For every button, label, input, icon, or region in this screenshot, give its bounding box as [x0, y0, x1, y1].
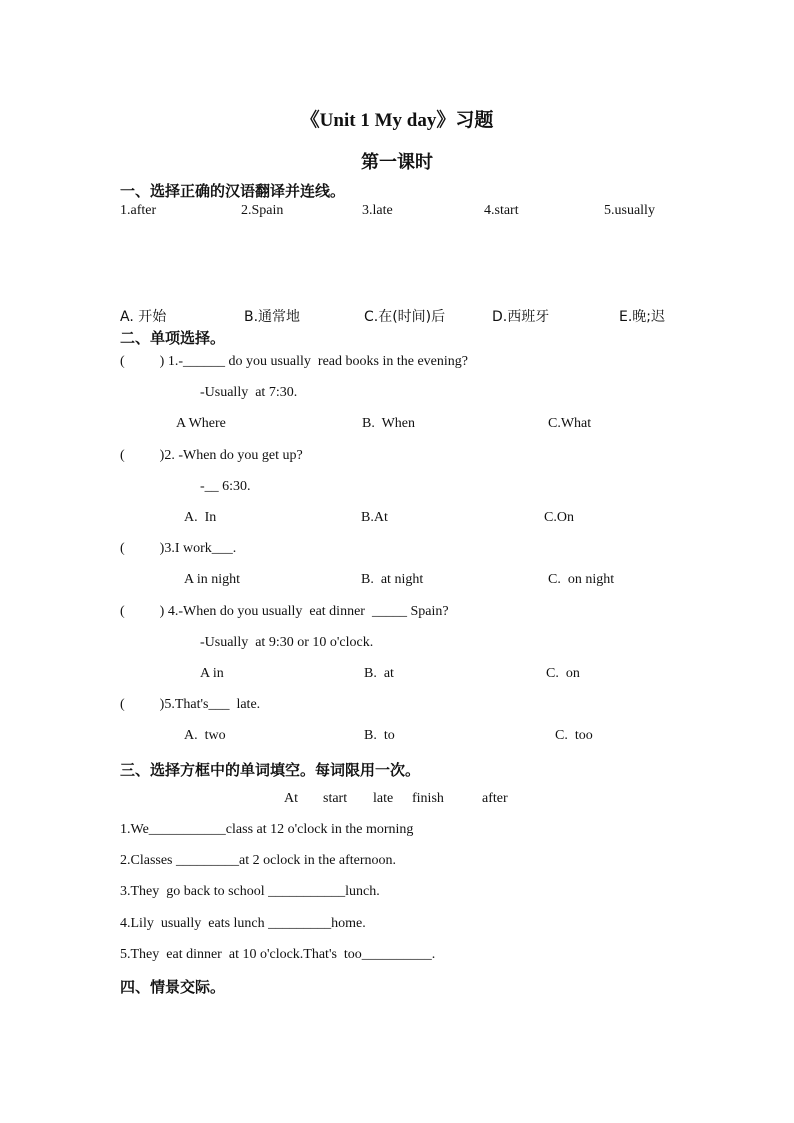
option: A in night	[184, 572, 241, 587]
question-answer-line: -Usually at 7:30.	[200, 385, 298, 400]
word-bank-item: At	[284, 791, 298, 806]
match-word: 5.usually	[604, 203, 655, 218]
page-title: 《Unit 1 My day》习题	[300, 110, 494, 131]
option: C. on	[546, 666, 580, 681]
fill-sentence: 5.They eat dinner at 10 o'clock.That's too__________.	[120, 947, 436, 962]
option: A. In	[184, 510, 217, 525]
section2-heading: 二、单项选择。	[120, 329, 226, 347]
option: C. on night	[548, 572, 615, 587]
fill-sentence: 4.Lily usually eats lunch _________home.	[120, 916, 366, 931]
page-subtitle: 第一课时	[361, 152, 433, 173]
word-bank-item: late	[373, 791, 394, 806]
option: A Where	[176, 416, 226, 431]
option: B.At	[361, 510, 388, 525]
option: A. two	[184, 728, 226, 743]
word-bank-item: after	[482, 791, 508, 806]
match-meaning: B.通常地	[244, 309, 301, 325]
question-stem: ( )2. -When do you get up?	[120, 448, 303, 463]
section3-heading: 三、选择方框中的单词填空。每词限用一次。	[120, 761, 421, 779]
match-word: 3.late	[362, 203, 393, 218]
option: C.On	[544, 510, 574, 525]
option: C. too	[555, 728, 593, 743]
option: C.What	[548, 416, 592, 431]
option: B. at night	[361, 572, 424, 587]
fill-sentence: 1.We___________class at 12 o'clock in the morning	[120, 822, 414, 837]
section1-heading: 一、选择正确的汉语翻译并连线。	[120, 182, 346, 200]
option: A in	[200, 666, 224, 681]
option: B. When	[362, 416, 416, 431]
match-meaning: C.在(时间)后	[364, 309, 446, 325]
question-answer-line: -Usually at 9:30 or 10 o'clock.	[200, 635, 374, 650]
word-bank-item: start	[323, 791, 348, 806]
match-word: 2.Spain	[241, 203, 284, 218]
option: B. to	[364, 728, 395, 743]
match-meaning: D.西班牙	[492, 309, 550, 325]
match-meaning: A. 开始	[120, 309, 167, 325]
section4-heading: 四、情景交际。	[120, 978, 226, 996]
question-stem: ( )5.That's___ late.	[120, 697, 261, 712]
match-meaning: E.晚;迟	[619, 309, 666, 325]
question-stem: ( )3.I work___.	[120, 541, 237, 556]
option: B. at	[364, 666, 394, 681]
question-stem: ( ) 1.-______ do you usually read books in the evening?	[120, 354, 468, 369]
fill-sentence: 3.They go back to school ___________lunch.	[120, 884, 380, 899]
word-bank-item: finish	[412, 791, 444, 806]
match-word: 1.after	[120, 203, 157, 218]
question-stem: ( ) 4.-When do you usually eat dinner _____ Spain?	[120, 604, 449, 619]
question-answer-line: -__ 6:30.	[200, 479, 251, 494]
fill-sentence: 2.Classes _________at 2 oclock in the afternoon.	[120, 853, 397, 868]
match-word: 4.start	[484, 203, 519, 218]
